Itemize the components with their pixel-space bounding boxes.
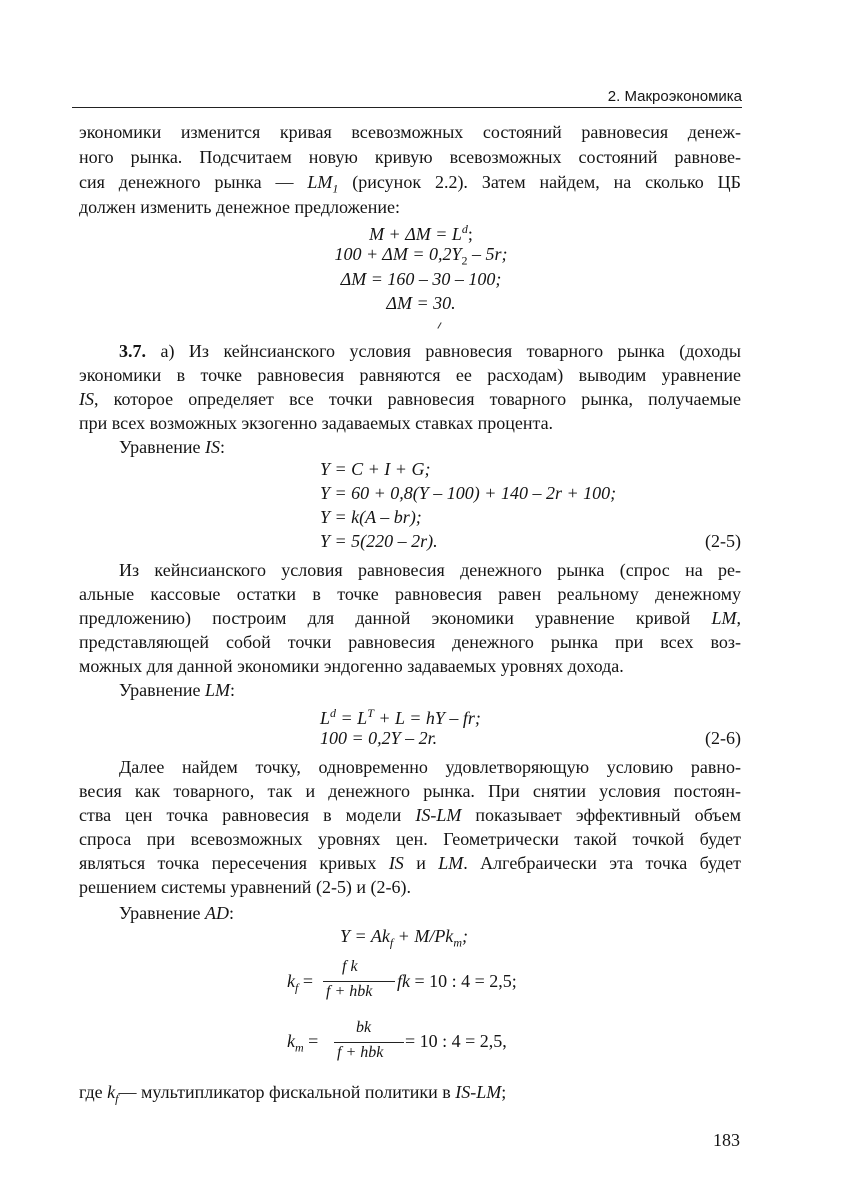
para1-line2: ного рынка. Подсчитаем новую кривую всевозможных состояний равнове- bbox=[79, 147, 741, 167]
km-result: = 10 : 4 = 2,5, bbox=[405, 1031, 507, 1051]
equation-money-supply: $M + \Delta M = L^d$; bbox=[369, 222, 473, 244]
para3-line1: Из кейнсианского условия равновесия денежного рынка (спрос на ре- bbox=[119, 560, 741, 580]
kf-numerator: f k bbox=[342, 958, 358, 975]
ad-equation-title: Уравнение AD: bbox=[119, 903, 235, 923]
para4-line5: являться точка пересечения кривых IS и LM. Алгебраически эта точка будет bbox=[79, 853, 741, 873]
para1-line4: должен изменить денежное предложение: bbox=[79, 197, 401, 217]
para4-line4: спроса при всевозможных уровнях цен. Геометрически такой точкой будет bbox=[79, 829, 741, 849]
ad-equation: $Y = Ak_f + M/Pk_m$; bbox=[340, 926, 468, 950]
para1-line3: сия денежного рынка — $LM_1$ (рисунок 2.2). Затем найдем, на сколько ЦБ bbox=[79, 172, 741, 196]
stray-mark bbox=[437, 322, 441, 329]
kf-result: fk = 10 : 4 = 2,5; bbox=[397, 971, 517, 991]
para1-line1: экономики изменится кривая всевозможных состояний равновесия денеж- bbox=[79, 122, 741, 142]
km-fraction-bar bbox=[334, 1042, 404, 1043]
equation-number-2-6: (2-6) bbox=[705, 728, 741, 748]
lm-eq-line2: 100 = 0,2Y – 2r. bbox=[320, 728, 438, 748]
para2-line2: экономики в точке равновесия равняются ее расходам) выводим уравнение bbox=[79, 365, 741, 385]
para4-line1: Далее найдем точку, одновременно удовлетворяющую условию равно- bbox=[119, 757, 741, 777]
is-eq-line3: Y = k(A – br); bbox=[320, 507, 422, 527]
km-denominator: f + hbk bbox=[337, 1044, 384, 1061]
kf-denominator: f + hbk bbox=[326, 983, 373, 1000]
header-rule bbox=[72, 107, 742, 108]
lm-eq-line1: $L^d = L^T + L$ = hY – fr; bbox=[320, 706, 481, 728]
last-line: где $k_f—$ мультипликатор фискальной политики в IS-LM; bbox=[79, 1082, 507, 1106]
is-eq-line4: Y = 5(220 – 2r). bbox=[320, 531, 438, 551]
para2-line3: IS, которое определяет все точки равновесия товарного рынка, получаемые bbox=[79, 389, 741, 409]
is-eq-line2: Y = 60 + 0,8(Y – 100) + 140 – 2r + 100; bbox=[320, 483, 617, 503]
running-header: 2. Макроэкономика bbox=[607, 88, 742, 105]
para3-line4: представляющей собой точки равновесия денежного рынка при всех воз- bbox=[79, 632, 741, 652]
equation-delta-m-calc: ΔM = 160 – 30 – 100; bbox=[340, 269, 502, 289]
is-equation-title: Уравнение IS: bbox=[119, 437, 226, 457]
is-eq-line1: Y = C + I + G; bbox=[320, 459, 431, 479]
kf-fraction-bar bbox=[323, 981, 395, 982]
km-lhs: $k_m$ = bbox=[287, 1031, 319, 1055]
para2-line1: 3.7. а) Из кейнсианского условия равновесия товарного рынка (доходы bbox=[119, 341, 741, 361]
page-number: 183 bbox=[713, 1130, 740, 1150]
para3-line2: альные кассовые остатки в точке равновесия равен реальному денежному bbox=[79, 584, 741, 604]
equation-money-balance: $100 + \Delta M = 0,2Y_2 - 5r$; bbox=[334, 244, 508, 268]
para3-line3: предложению) построим для данной экономики уравнение кривой LM, bbox=[79, 608, 741, 628]
para4-line6: решением системы уравнений (2-5) и (2-6). bbox=[79, 877, 412, 897]
para3-line5: можных для данной экономики эндогенно задаваемых уровнях дохода. bbox=[79, 656, 624, 676]
equation-delta-m-result: ΔM = 30. bbox=[386, 293, 456, 313]
lm-equation-title: Уравнение LM: bbox=[119, 680, 236, 700]
kf-lhs: $k_f$ = bbox=[287, 971, 313, 995]
para4-line2: весия как товарного, так и денежного рынка. При снятии условия постоян- bbox=[79, 781, 741, 801]
para4-line3: ства цен точка равновесия в модели IS-LM показывает эффективный объем bbox=[79, 805, 741, 825]
equation-number-2-5: (2-5) bbox=[705, 531, 741, 551]
para2-line4: при всех возможных экзогенно задаваемых ставках процента. bbox=[79, 413, 554, 433]
km-numerator: bk bbox=[356, 1019, 372, 1036]
